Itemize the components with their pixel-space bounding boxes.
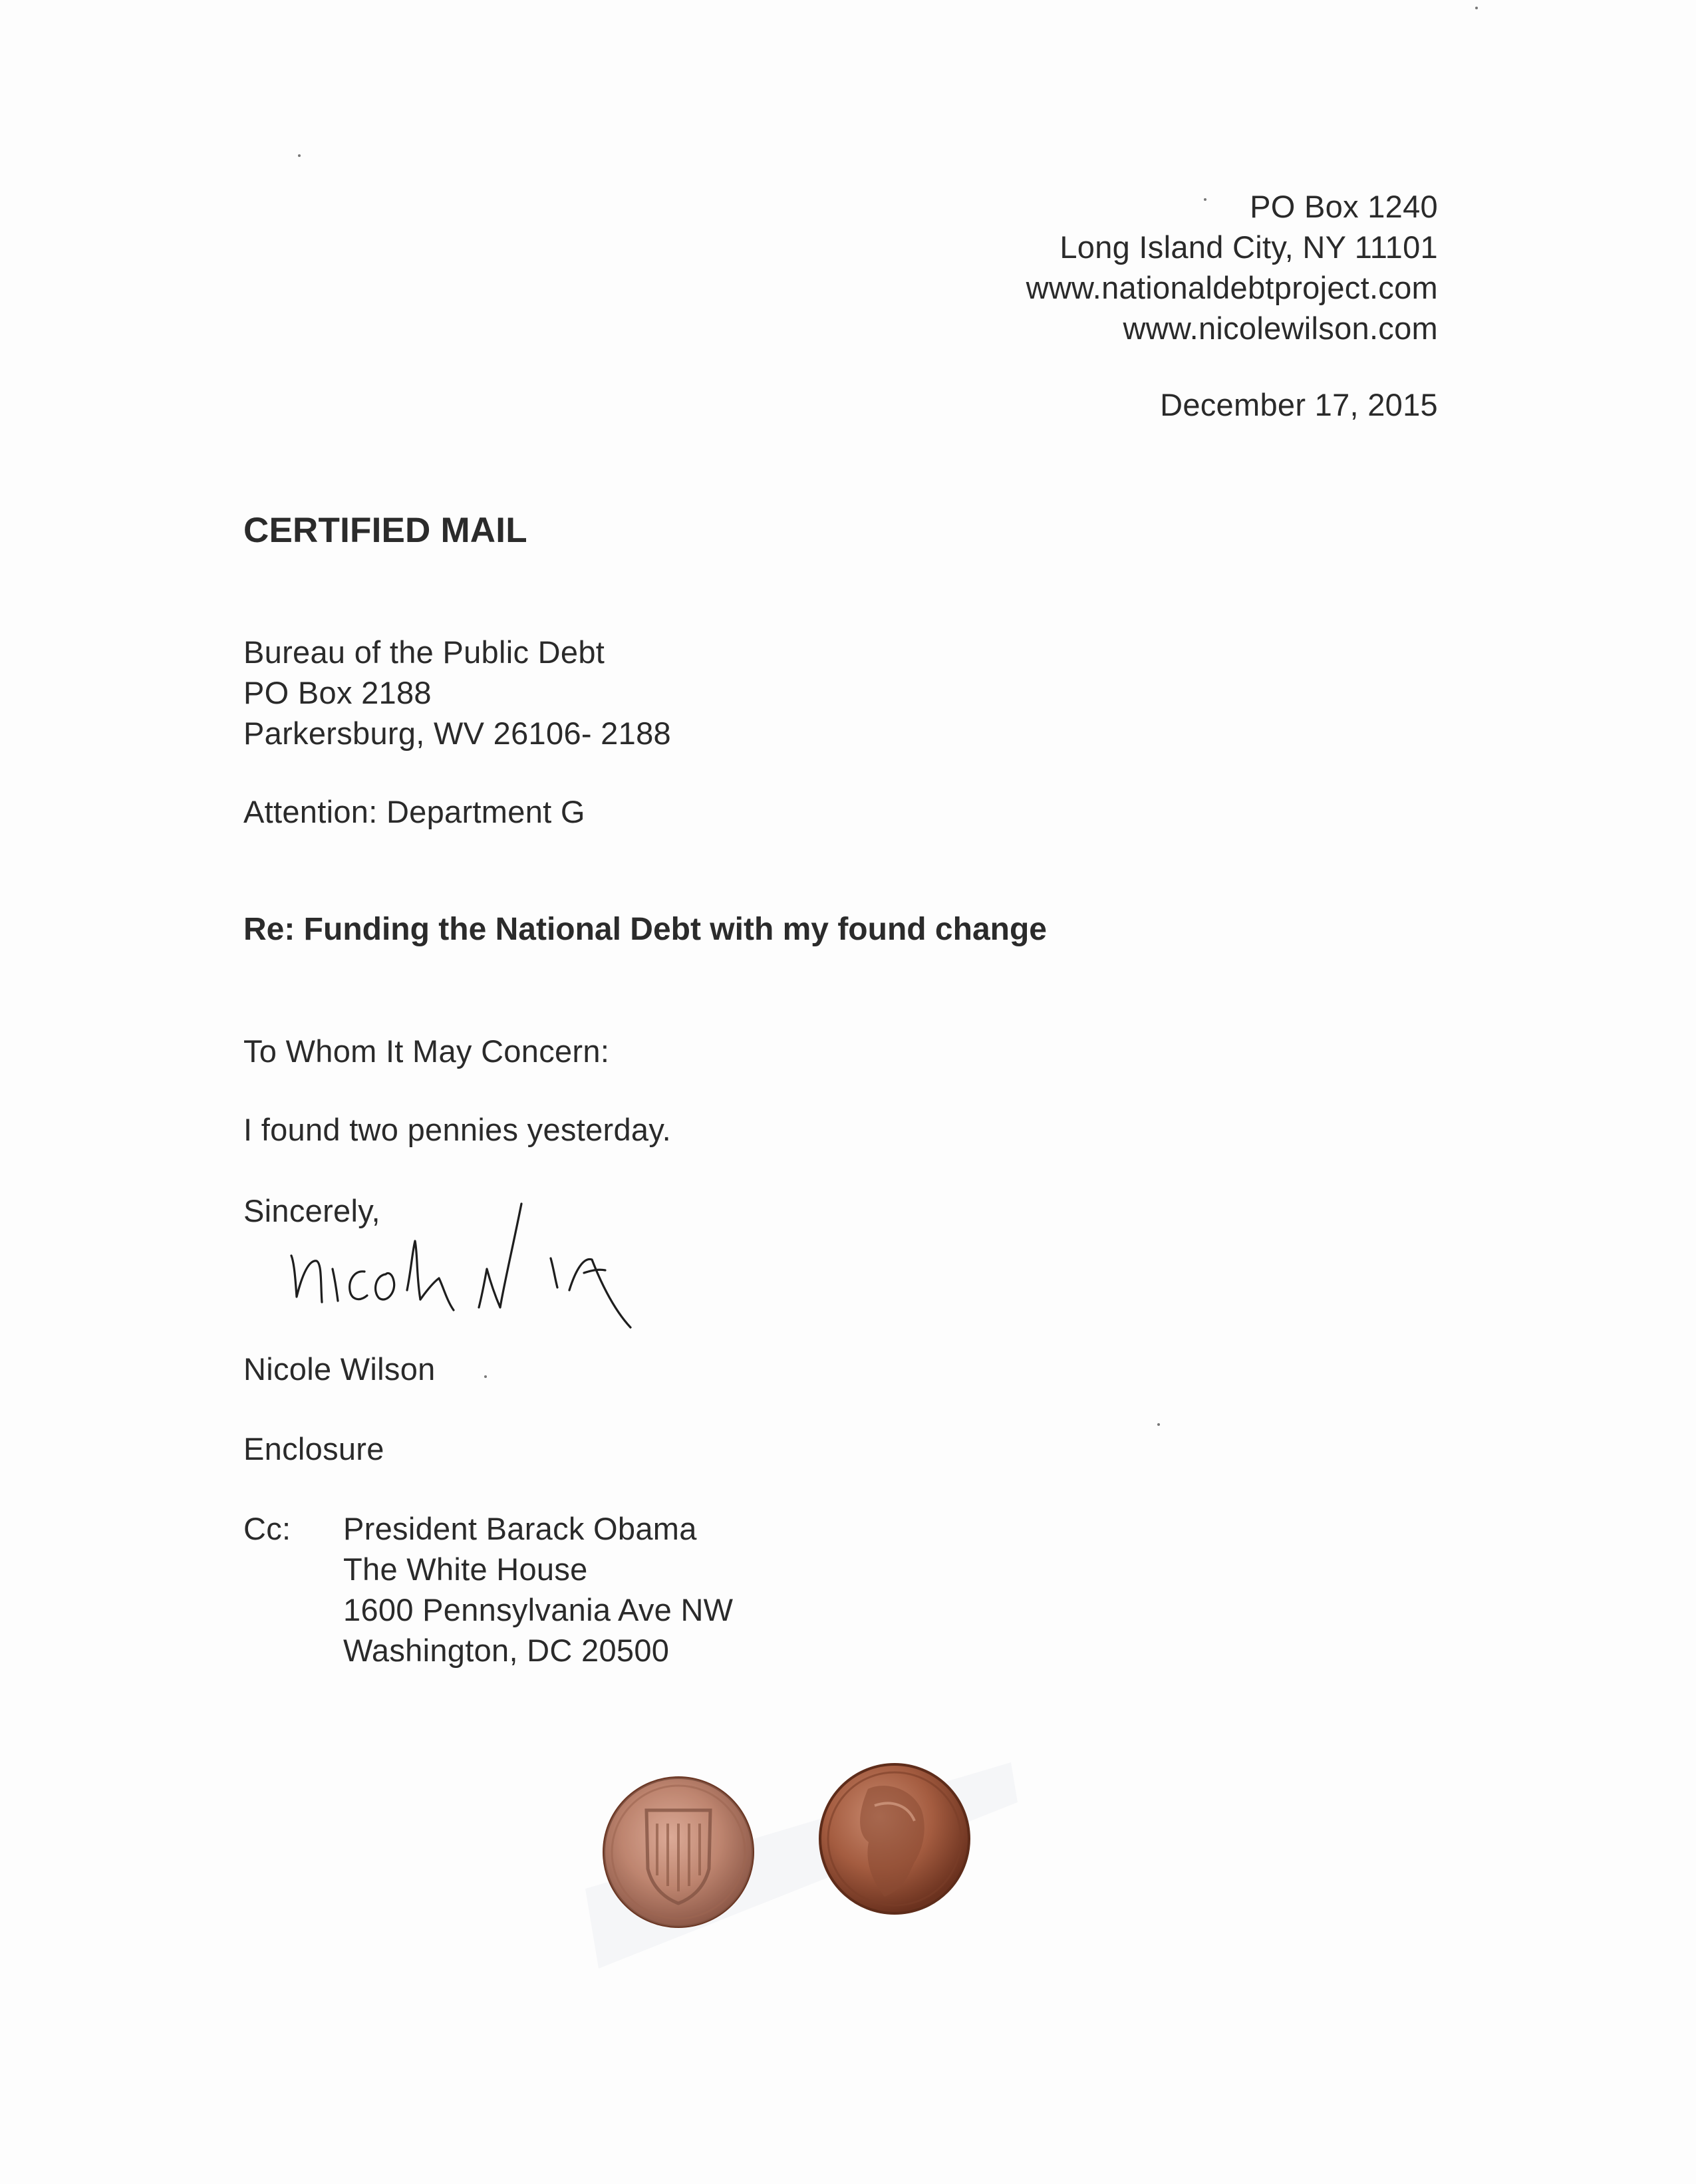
enclosed-pennies <box>572 1749 1024 1975</box>
scan-speck <box>1157 1423 1160 1426</box>
recipient-line: Bureau of the Public Debt <box>243 634 605 670</box>
signature <box>279 1190 745 1343</box>
cc-line: 1600 Pennsylvania Ave NW <box>343 1592 734 1627</box>
closing: Sincerely, <box>243 1193 380 1228</box>
recipient-address <box>243 632 671 753</box>
sender-address <box>1026 186 1438 348</box>
letter-body: I found two pennies yesterday. <box>243 1112 672 1147</box>
salutation: To Whom It May Concern: <box>243 1033 610 1069</box>
letter-date: December 17, 2015 <box>1160 387 1438 422</box>
sender-website: www.nationaldebtproject.com <box>1026 270 1438 305</box>
sender-website: www.nicolewilson.com <box>1123 311 1438 346</box>
cc-label: Cc: <box>243 1511 291 1546</box>
scan-speck <box>298 154 301 157</box>
signer-name: Nicole Wilson <box>243 1351 436 1387</box>
scan-speck <box>1475 7 1478 9</box>
recipient-line: PO Box 2188 <box>243 675 432 710</box>
cc-line: Washington, DC 20500 <box>343 1633 670 1668</box>
penny-obverse-icon <box>820 1764 969 1913</box>
scan-speck <box>484 1375 487 1378</box>
cc-line: President Barack Obama <box>343 1511 697 1546</box>
subject-line: Re: Funding the National Debt with my found change <box>243 912 1047 947</box>
recipient-line: Parkersburg, WV 26106- 2188 <box>243 716 671 751</box>
sender-line: Long Island City, NY 11101 <box>1060 229 1438 265</box>
delivery-method: CERTIFIED MAIL <box>243 511 527 550</box>
sender-line: PO Box 1240 <box>1250 189 1438 224</box>
penny-reverse-icon <box>604 1778 753 1927</box>
cc-line: The White House <box>343 1552 588 1587</box>
cc-address <box>343 1508 733 1671</box>
enclosure-note: Enclosure <box>243 1431 384 1466</box>
attention-line: Attention: Department G <box>243 794 585 829</box>
